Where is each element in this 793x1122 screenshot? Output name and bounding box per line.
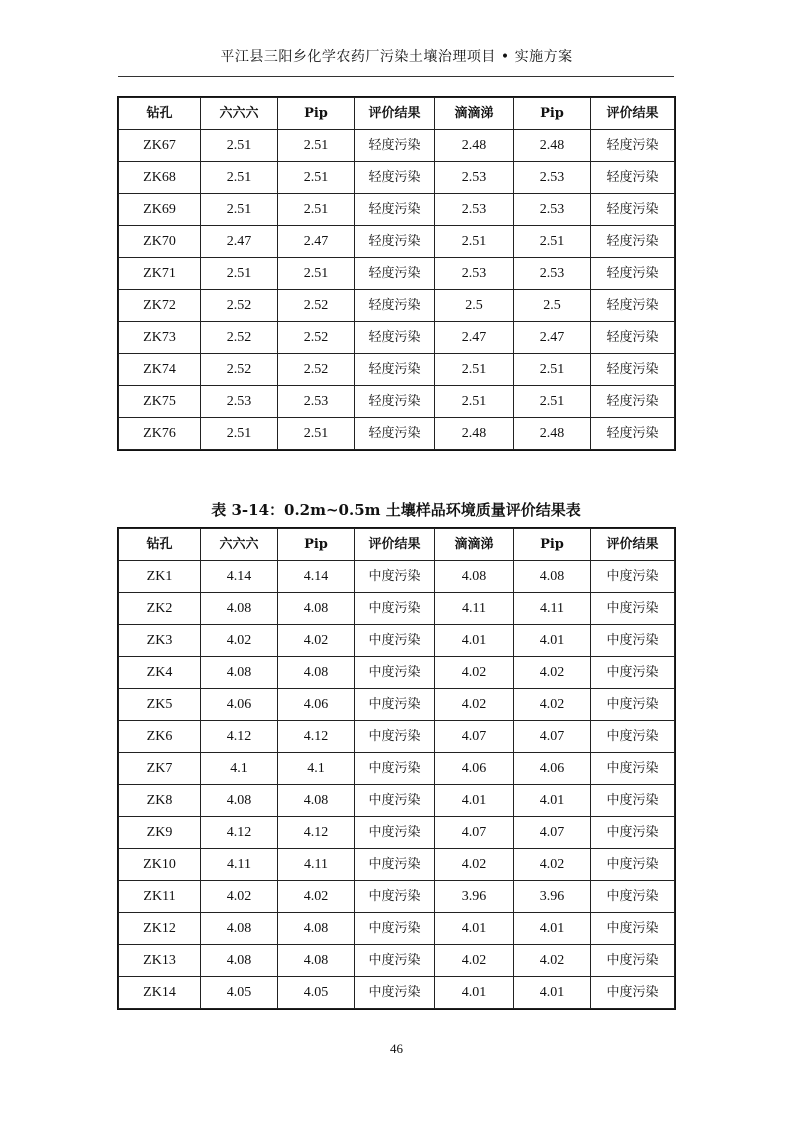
cell-ddt-value: 2.5 bbox=[435, 290, 514, 322]
cell-ddt-result: 中度污染 bbox=[591, 689, 675, 721]
cell-ddt-value: 4.01 bbox=[435, 913, 514, 945]
col-header-result-ddt: 评价结果 bbox=[591, 98, 675, 130]
cell-borehole: ZK14 bbox=[119, 977, 201, 1009]
cell-ddt-result: 中度污染 bbox=[591, 785, 675, 817]
col-header-pip-hch: Pip bbox=[278, 98, 355, 130]
cell-ddt-pip: 4.01 bbox=[514, 625, 591, 657]
cell-hch-result: 中度污染 bbox=[355, 657, 435, 689]
cell-hch-result: 轻度污染 bbox=[355, 386, 435, 418]
cell-ddt-pip: 2.53 bbox=[514, 258, 591, 290]
cell-hch-pip: 4.08 bbox=[278, 593, 355, 625]
cell-ddt-value: 2.48 bbox=[435, 418, 514, 450]
cell-borehole: ZK4 bbox=[119, 657, 201, 689]
table-row bbox=[119, 418, 675, 450]
cell-hch-result: 轻度污染 bbox=[355, 162, 435, 194]
cell-hch-result: 中度污染 bbox=[355, 753, 435, 785]
cell-ddt-pip: 4.02 bbox=[514, 945, 591, 977]
cell-ddt-pip: 2.53 bbox=[514, 194, 591, 226]
table-row bbox=[119, 322, 675, 354]
cell-hch-value: 2.51 bbox=[201, 162, 278, 194]
cell-ddt-result: 中度污染 bbox=[591, 913, 675, 945]
table-row bbox=[119, 913, 675, 945]
cell-hch-value: 4.1 bbox=[201, 753, 278, 785]
cell-ddt-pip: 2.48 bbox=[514, 418, 591, 450]
cell-ddt-result: 轻度污染 bbox=[591, 322, 675, 354]
col-header-pip-ddt: Pip bbox=[514, 529, 591, 561]
table-row bbox=[119, 258, 675, 290]
cell-borehole: ZK76 bbox=[119, 418, 201, 450]
cell-ddt-result: 轻度污染 bbox=[591, 258, 675, 290]
table-row bbox=[119, 657, 675, 689]
cell-borehole: ZK71 bbox=[119, 258, 201, 290]
table-row bbox=[119, 721, 675, 753]
cell-hch-pip: 2.47 bbox=[278, 226, 355, 258]
table-row bbox=[119, 561, 675, 593]
cell-hch-pip: 4.14 bbox=[278, 561, 355, 593]
cell-hch-result: 轻度污染 bbox=[355, 418, 435, 450]
cell-hch-value: 2.47 bbox=[201, 226, 278, 258]
cell-ddt-pip: 4.02 bbox=[514, 849, 591, 881]
cell-ddt-result: 中度污染 bbox=[591, 593, 675, 625]
cell-hch-value: 4.14 bbox=[201, 561, 278, 593]
cell-hch-pip: 4.08 bbox=[278, 657, 355, 689]
cell-hch-result: 中度污染 bbox=[355, 913, 435, 945]
cell-ddt-pip: 4.01 bbox=[514, 977, 591, 1009]
cell-hch-result: 轻度污染 bbox=[355, 354, 435, 386]
cell-hch-pip: 2.52 bbox=[278, 322, 355, 354]
cell-ddt-value: 4.06 bbox=[435, 753, 514, 785]
cell-hch-pip: 2.52 bbox=[278, 290, 355, 322]
cell-ddt-pip: 2.5 bbox=[514, 290, 591, 322]
cell-ddt-result: 轻度污染 bbox=[591, 194, 675, 226]
cell-hch-value: 4.08 bbox=[201, 657, 278, 689]
cell-hch-result: 中度污染 bbox=[355, 849, 435, 881]
col-header-pip-ddt: Pip bbox=[514, 98, 591, 130]
cell-borehole: ZK74 bbox=[119, 354, 201, 386]
cell-hch-result: 中度污染 bbox=[355, 785, 435, 817]
cell-hch-pip: 4.11 bbox=[278, 849, 355, 881]
page-number: 46 bbox=[390, 1041, 403, 1056]
cell-hch-result: 中度污染 bbox=[355, 625, 435, 657]
cell-ddt-value: 4.02 bbox=[435, 689, 514, 721]
cell-hch-value: 2.52 bbox=[201, 354, 278, 386]
cell-hch-pip: 4.12 bbox=[278, 721, 355, 753]
cell-ddt-value: 4.02 bbox=[435, 945, 514, 977]
col-header-result-hch: 评价结果 bbox=[355, 529, 435, 561]
cell-ddt-value: 2.53 bbox=[435, 258, 514, 290]
col-header-result-hch: 评价结果 bbox=[355, 98, 435, 130]
cell-hch-result: 中度污染 bbox=[355, 817, 435, 849]
cell-ddt-value: 2.51 bbox=[435, 354, 514, 386]
col-header-ddt: 滴滴涕 bbox=[435, 98, 514, 130]
col-header-borehole: 钻孔 bbox=[119, 98, 201, 130]
cell-borehole: ZK7 bbox=[119, 753, 201, 785]
table-row bbox=[119, 849, 675, 881]
cell-hch-pip: 4.1 bbox=[278, 753, 355, 785]
header-rule bbox=[118, 76, 674, 77]
table-row bbox=[119, 130, 675, 162]
cell-ddt-result: 轻度污染 bbox=[591, 354, 675, 386]
cell-ddt-pip: 2.53 bbox=[514, 162, 591, 194]
cell-ddt-result: 中度污染 bbox=[591, 721, 675, 753]
cell-ddt-pip: 2.51 bbox=[514, 226, 591, 258]
cell-hch-value: 4.02 bbox=[201, 625, 278, 657]
cell-borehole: ZK73 bbox=[119, 322, 201, 354]
table-row bbox=[119, 945, 675, 977]
table-row bbox=[119, 194, 675, 226]
cell-ddt-result: 轻度污染 bbox=[591, 290, 675, 322]
cell-hch-result: 轻度污染 bbox=[355, 130, 435, 162]
cell-ddt-pip: 4.02 bbox=[514, 689, 591, 721]
table-row bbox=[119, 162, 675, 194]
table-2-header-row bbox=[119, 529, 675, 561]
cell-hch-result: 中度污染 bbox=[355, 593, 435, 625]
cell-hch-pip: 2.51 bbox=[278, 258, 355, 290]
cell-ddt-pip: 4.01 bbox=[514, 913, 591, 945]
cell-ddt-value: 4.07 bbox=[435, 817, 514, 849]
cell-ddt-pip: 4.07 bbox=[514, 721, 591, 753]
cell-ddt-pip: 4.08 bbox=[514, 561, 591, 593]
cell-ddt-value: 4.01 bbox=[435, 785, 514, 817]
cell-ddt-pip: 4.11 bbox=[514, 593, 591, 625]
cell-hch-result: 轻度污染 bbox=[355, 322, 435, 354]
cell-hch-result: 轻度污染 bbox=[355, 290, 435, 322]
cell-hch-pip: 2.51 bbox=[278, 418, 355, 450]
table-row bbox=[119, 977, 675, 1009]
cell-ddt-result: 中度污染 bbox=[591, 817, 675, 849]
col-header-ddt: 滴滴涕 bbox=[435, 529, 514, 561]
cell-hch-value: 2.52 bbox=[201, 290, 278, 322]
cell-hch-pip: 4.12 bbox=[278, 817, 355, 849]
cell-ddt-pip: 2.51 bbox=[514, 386, 591, 418]
table-row bbox=[119, 593, 675, 625]
cell-hch-result: 中度污染 bbox=[355, 881, 435, 913]
cell-ddt-value: 2.51 bbox=[435, 226, 514, 258]
cell-hch-result: 中度污染 bbox=[355, 945, 435, 977]
cell-borehole: ZK1 bbox=[119, 561, 201, 593]
table-row bbox=[119, 785, 675, 817]
cell-ddt-pip: 4.06 bbox=[514, 753, 591, 785]
col-header-hch: 六六六 bbox=[201, 529, 278, 561]
cell-hch-pip: 4.02 bbox=[278, 625, 355, 657]
cell-hch-pip: 4.06 bbox=[278, 689, 355, 721]
cell-ddt-value: 2.47 bbox=[435, 322, 514, 354]
cell-hch-value: 4.08 bbox=[201, 785, 278, 817]
cell-borehole: ZK72 bbox=[119, 290, 201, 322]
cell-hch-value: 4.05 bbox=[201, 977, 278, 1009]
cell-hch-pip: 4.02 bbox=[278, 881, 355, 913]
cell-ddt-value: 2.48 bbox=[435, 130, 514, 162]
cell-hch-result: 中度污染 bbox=[355, 977, 435, 1009]
cell-hch-value: 4.02 bbox=[201, 881, 278, 913]
cell-ddt-result: 轻度污染 bbox=[591, 226, 675, 258]
cell-hch-value: 4.12 bbox=[201, 721, 278, 753]
cell-borehole: ZK69 bbox=[119, 194, 201, 226]
cell-ddt-result: 中度污染 bbox=[591, 849, 675, 881]
cell-hch-value: 2.51 bbox=[201, 258, 278, 290]
cell-hch-result: 中度污染 bbox=[355, 721, 435, 753]
table-row bbox=[119, 290, 675, 322]
cell-borehole: ZK12 bbox=[119, 913, 201, 945]
table-row bbox=[119, 226, 675, 258]
cell-hch-value: 4.11 bbox=[201, 849, 278, 881]
cell-borehole: ZK3 bbox=[119, 625, 201, 657]
cell-borehole: ZK70 bbox=[119, 226, 201, 258]
running-header: 平江县三阳乡化学农药厂污染土壤治理项目 • 实施方案 bbox=[220, 49, 573, 65]
table-row bbox=[119, 689, 675, 721]
cell-ddt-pip: 2.47 bbox=[514, 322, 591, 354]
cell-hch-value: 4.08 bbox=[201, 593, 278, 625]
cell-ddt-result: 轻度污染 bbox=[591, 386, 675, 418]
table-1-header-row bbox=[119, 98, 675, 130]
col-header-pip-hch: Pip bbox=[278, 529, 355, 561]
cell-hch-pip: 2.52 bbox=[278, 354, 355, 386]
cell-hch-value: 2.52 bbox=[201, 322, 278, 354]
cell-borehole: ZK68 bbox=[119, 162, 201, 194]
table-row bbox=[119, 354, 675, 386]
cell-ddt-value: 2.51 bbox=[435, 386, 514, 418]
table-row bbox=[119, 386, 675, 418]
cell-ddt-pip: 3.96 bbox=[514, 881, 591, 913]
cell-ddt-pip: 2.48 bbox=[514, 130, 591, 162]
cell-borehole: ZK9 bbox=[119, 817, 201, 849]
cell-ddt-value: 4.02 bbox=[435, 657, 514, 689]
cell-hch-value: 4.06 bbox=[201, 689, 278, 721]
table-row bbox=[119, 881, 675, 913]
cell-hch-pip: 2.51 bbox=[278, 162, 355, 194]
cell-hch-pip: 4.08 bbox=[278, 785, 355, 817]
cell-borehole: ZK6 bbox=[119, 721, 201, 753]
cell-ddt-value: 4.07 bbox=[435, 721, 514, 753]
cell-ddt-value: 2.53 bbox=[435, 194, 514, 226]
cell-hch-pip: 2.53 bbox=[278, 386, 355, 418]
cell-ddt-value: 2.53 bbox=[435, 162, 514, 194]
cell-ddt-result: 中度污染 bbox=[591, 881, 675, 913]
col-header-borehole: 钻孔 bbox=[119, 529, 201, 561]
cell-hch-pip: 4.08 bbox=[278, 913, 355, 945]
table-row bbox=[119, 817, 675, 849]
table-1 bbox=[118, 97, 675, 450]
cell-borehole: ZK11 bbox=[119, 881, 201, 913]
cell-hch-result: 中度污染 bbox=[355, 561, 435, 593]
cell-hch-result: 中度污染 bbox=[355, 689, 435, 721]
cell-hch-value: 2.51 bbox=[201, 194, 278, 226]
cell-ddt-pip: 4.02 bbox=[514, 657, 591, 689]
cell-ddt-value: 4.11 bbox=[435, 593, 514, 625]
col-header-hch: 六六六 bbox=[201, 98, 278, 130]
cell-ddt-value: 4.01 bbox=[435, 625, 514, 657]
cell-hch-value: 2.51 bbox=[201, 130, 278, 162]
cell-ddt-result: 轻度污染 bbox=[591, 162, 675, 194]
table-row bbox=[119, 753, 675, 785]
table-row bbox=[119, 625, 675, 657]
cell-ddt-result: 中度污染 bbox=[591, 657, 675, 689]
cell-hch-value: 4.08 bbox=[201, 913, 278, 945]
cell-ddt-result: 中度污染 bbox=[591, 561, 675, 593]
cell-ddt-result: 中度污染 bbox=[591, 753, 675, 785]
cell-borehole: ZK10 bbox=[119, 849, 201, 881]
cell-hch-value: 4.12 bbox=[201, 817, 278, 849]
col-header-result-ddt: 评价结果 bbox=[591, 529, 675, 561]
cell-ddt-value: 4.01 bbox=[435, 977, 514, 1009]
cell-hch-value: 2.53 bbox=[201, 386, 278, 418]
cell-hch-pip: 4.08 bbox=[278, 945, 355, 977]
cell-hch-pip: 4.05 bbox=[278, 977, 355, 1009]
cell-ddt-pip: 4.07 bbox=[514, 817, 591, 849]
cell-hch-result: 轻度污染 bbox=[355, 226, 435, 258]
cell-ddt-value: 4.02 bbox=[435, 849, 514, 881]
cell-borehole: ZK13 bbox=[119, 945, 201, 977]
cell-borehole: ZK75 bbox=[119, 386, 201, 418]
cell-ddt-result: 轻度污染 bbox=[591, 418, 675, 450]
cell-hch-pip: 2.51 bbox=[278, 194, 355, 226]
cell-ddt-result: 轻度污染 bbox=[591, 130, 675, 162]
cell-hch-value: 2.51 bbox=[201, 418, 278, 450]
cell-hch-value: 4.08 bbox=[201, 945, 278, 977]
cell-ddt-value: 3.96 bbox=[435, 881, 514, 913]
cell-ddt-pip: 4.01 bbox=[514, 785, 591, 817]
cell-hch-result: 轻度污染 bbox=[355, 194, 435, 226]
cell-hch-pip: 2.51 bbox=[278, 130, 355, 162]
table-2 bbox=[118, 528, 675, 1009]
cell-ddt-result: 中度污染 bbox=[591, 945, 675, 977]
cell-ddt-result: 中度污染 bbox=[591, 977, 675, 1009]
cell-ddt-pip: 2.51 bbox=[514, 354, 591, 386]
cell-ddt-result: 中度污染 bbox=[591, 625, 675, 657]
cell-borehole: ZK8 bbox=[119, 785, 201, 817]
table-caption: 表 3-14：0.2m~0.5m 土壤样品环境质量评价结果表 bbox=[211, 501, 581, 519]
cell-borehole: ZK2 bbox=[119, 593, 201, 625]
cell-borehole: ZK67 bbox=[119, 130, 201, 162]
cell-ddt-value: 4.08 bbox=[435, 561, 514, 593]
cell-hch-result: 轻度污染 bbox=[355, 258, 435, 290]
cell-borehole: ZK5 bbox=[119, 689, 201, 721]
